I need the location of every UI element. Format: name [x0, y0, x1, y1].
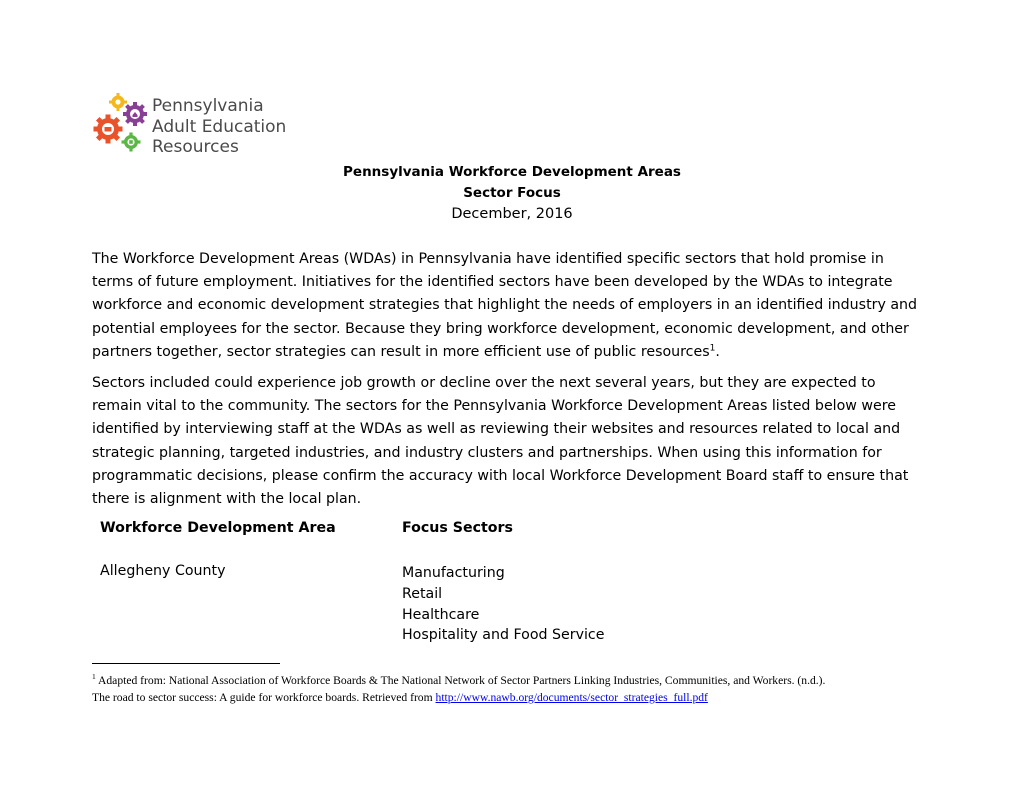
logo-wordmark: [152, 96, 286, 158]
paragraph-line: partners together, sector strategies can result in more efficient use of public resources: [92, 343, 710, 360]
paragraph-line-last: [92, 341, 942, 364]
sector-item: Healthcare: [402, 606, 480, 623]
document-subtitle: Sector Focus: [463, 185, 561, 201]
paragraph-line: The Workforce Development Areas (WDAs) in Pennsylvania have identified specific sectors that hold promise in: [92, 251, 884, 267]
footnote-divider: [92, 663, 280, 664]
logo-line-3: Resources: [152, 137, 239, 157]
footnote-text: The road to sector success: A guide for workforce boards. Retrieved from: [92, 691, 436, 704]
sector-item: Hospitality and Food Service: [402, 627, 605, 644]
column-header-area: Workforce Development Area: [100, 520, 336, 536]
paragraph-line: Sectors included could experience job growth or decline over the next several years, but they are expected to: [92, 375, 876, 391]
paragraph-line: remain vital to the community. The sectors for the Pennsylvania Workforce Development Areas listed below were: [92, 398, 896, 415]
document-title: Pennsylvania Workforce Development Areas: [343, 164, 681, 180]
paragraph-line: workforce and economic development strategies that highlight the needs of employers in an identified industry and: [92, 297, 918, 314]
logo-line-1: Pennsylvania: [152, 96, 264, 116]
sector-list: [402, 563, 604, 646]
sentence-end: .: [715, 343, 720, 360]
green-gear-icon: [122, 133, 141, 152]
paragraph-line: strategic planning, targeted industries, and industry clusters and partnerships. When using this information for: [92, 444, 882, 461]
area-name: Allegheny County: [100, 563, 226, 579]
sector-item: Manufacturing: [402, 565, 505, 581]
footnote-line-2: [92, 689, 972, 706]
methodology-paragraph: [92, 372, 942, 511]
footnote-reference[interactable]: 1: [709, 343, 716, 354]
paragraph-line: potential employees for the sector. Because they bring workforce development, economic development, and other: [92, 320, 909, 337]
footnote: [92, 672, 972, 706]
document-header: [0, 162, 1024, 225]
footnote-link[interactable]: http://www.nawb.org/documents/sector_strategies_full.pdf: [435, 691, 708, 704]
paragraph-line: identified by interviewing staff at the WDAs as well as reviewing their websites and resources related to local and: [92, 421, 901, 438]
footnote-line-1: [92, 672, 972, 689]
yellow-gear-icon: [109, 93, 127, 111]
column-header-sectors: Focus Sectors: [402, 520, 513, 536]
logo-line-2: Adult Education: [152, 116, 287, 137]
footnote-mark: 1: [92, 672, 96, 682]
sector-item: Retail: [402, 585, 443, 602]
footnote-text: Adapted from: National Association of Workforce Boards & The National Network of Sector Partners Linking Industries, Communities, and Workers. (n.d.).: [95, 674, 826, 687]
paragraph-line: programmatic decisions, please confirm the accuracy with local Workforce Development Board staff to ensure that: [92, 467, 909, 484]
purple-gear-icon: [123, 102, 147, 126]
intro-paragraph: [92, 248, 942, 364]
paragraph-line: terms of future employment. Initiatives for the identified sectors have been developed by the WDAs to integrate: [92, 274, 893, 291]
orange-gear-icon: [94, 115, 123, 144]
document-date: December, 2016: [451, 206, 573, 222]
paragraph-line: there is alignment with the local plan.: [92, 491, 362, 508]
